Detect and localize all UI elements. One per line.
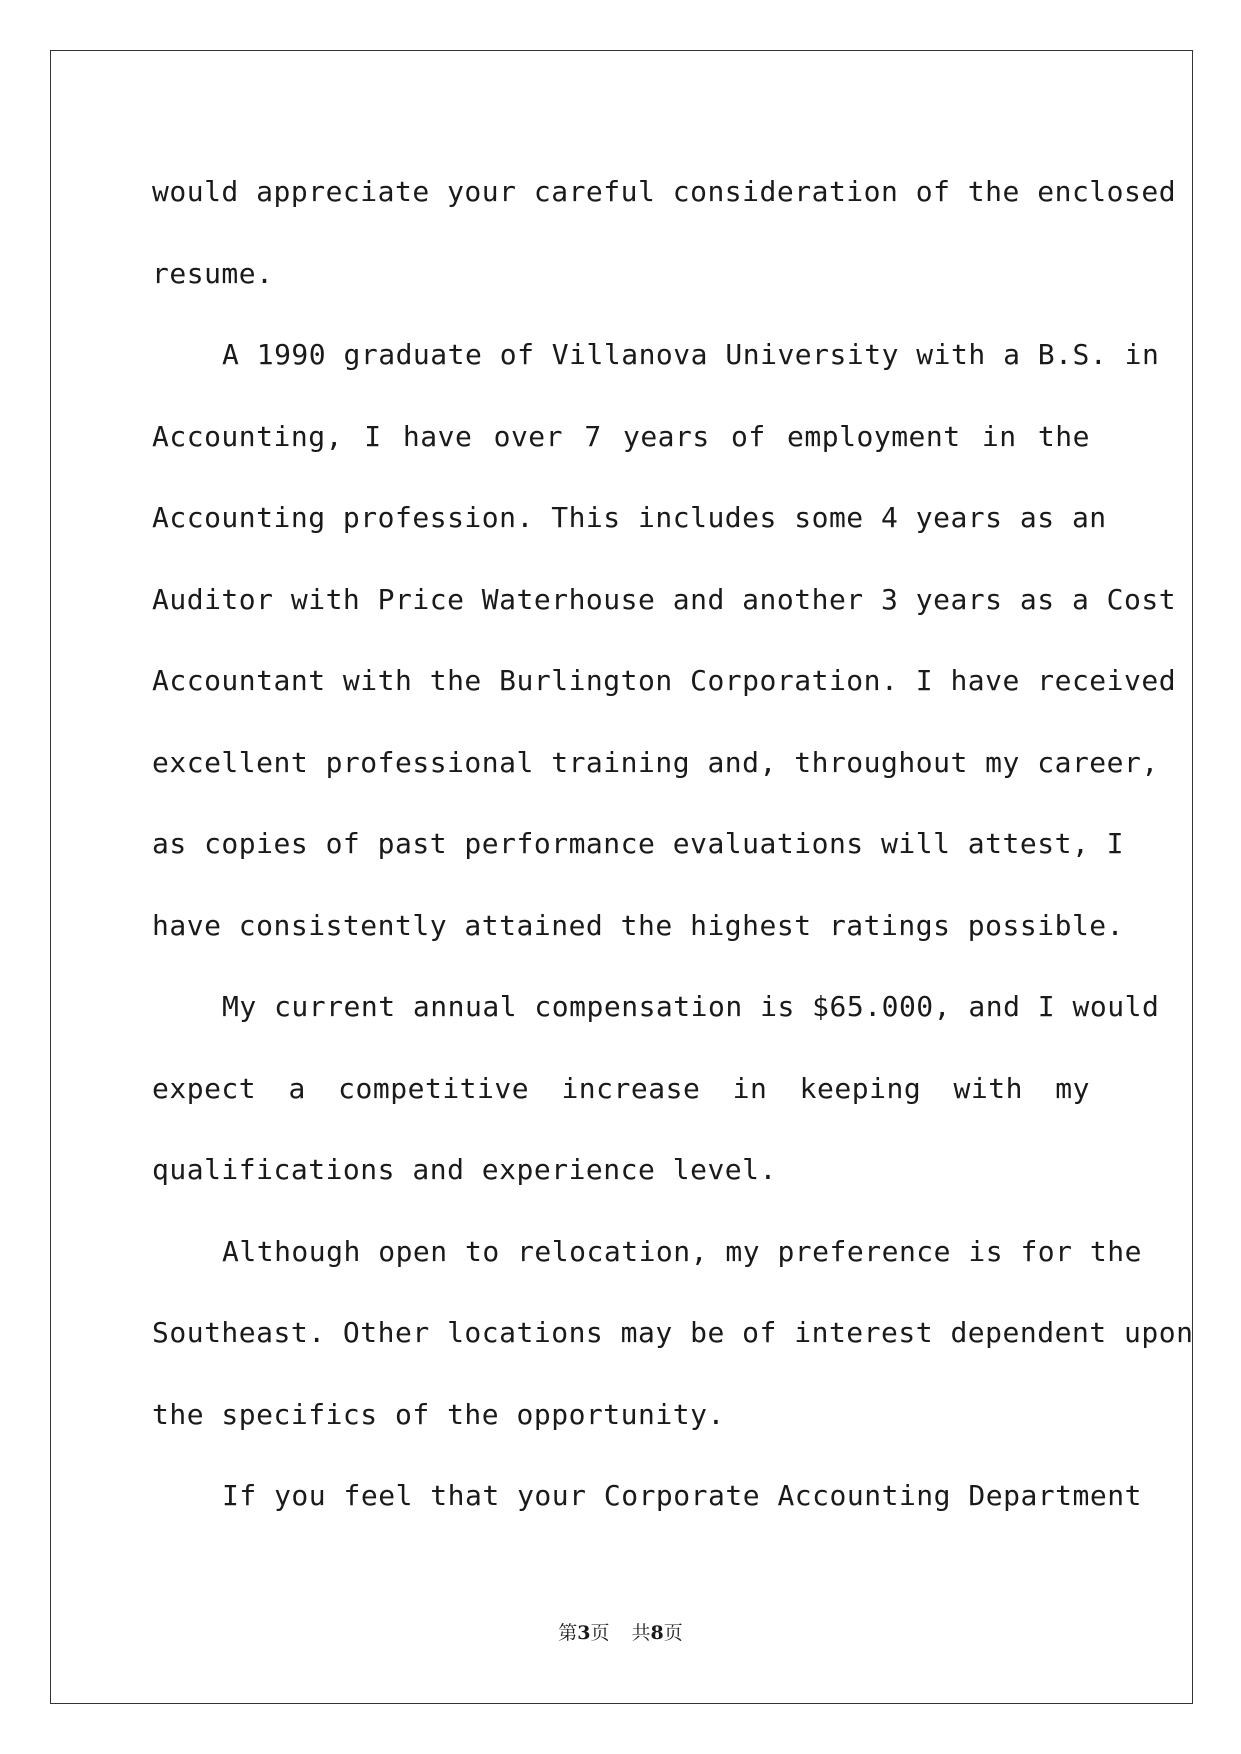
text-line: If you feel that your Corporate Accounting Department bbox=[222, 1479, 1142, 1512]
text-line: have consistently attained the highest ratings possible. bbox=[152, 908, 1125, 942]
text-line: Accounting profession. This includes some 4 years as an bbox=[152, 501, 1107, 534]
text-line: Southeast. Other locations may be of interest dependent upon bbox=[152, 1316, 1194, 1349]
text-line: Auditor with Price Waterhouse and another 3 years as a Cost bbox=[152, 582, 1177, 616]
text-line: expect a competitive increase in keeping with my bbox=[152, 1071, 1090, 1105]
total-suffix: 页 bbox=[663, 1622, 683, 1644]
text-line: excellent professional training and, throughout my career, bbox=[152, 745, 1159, 779]
text-line: Although open to relocation, my preference is for the bbox=[222, 1234, 1142, 1268]
text-line: My current annual compensation is $65.000, and I would bbox=[222, 990, 1160, 1023]
text-line: resume. bbox=[152, 256, 274, 290]
page-suffix: 页 bbox=[590, 1622, 610, 1644]
text-line: Accounting, I have over 7 years of employment in the bbox=[152, 419, 1090, 453]
text-line: Accountant with the Burlington Corporation. I have received bbox=[152, 664, 1177, 697]
page-number: 3 bbox=[577, 1622, 591, 1644]
page-footer bbox=[0, 1618, 1241, 1645]
page-prefix: 第 bbox=[558, 1622, 578, 1644]
document-body bbox=[152, 162, 1194, 1548]
text-line: A 1990 graduate of Villanova University with a B.S. in bbox=[222, 338, 1160, 371]
text-line: qualifications and experience level. bbox=[152, 1153, 777, 1186]
text-line: as copies of past performance evaluations will attest, I bbox=[152, 827, 1125, 860]
text-line: the specifics of the opportunity. bbox=[152, 1397, 725, 1431]
text-line: would appreciate your careful consideration of the enclosed bbox=[152, 175, 1177, 208]
total-pages: 8 bbox=[650, 1622, 664, 1644]
total-prefix: 共 bbox=[631, 1622, 651, 1644]
